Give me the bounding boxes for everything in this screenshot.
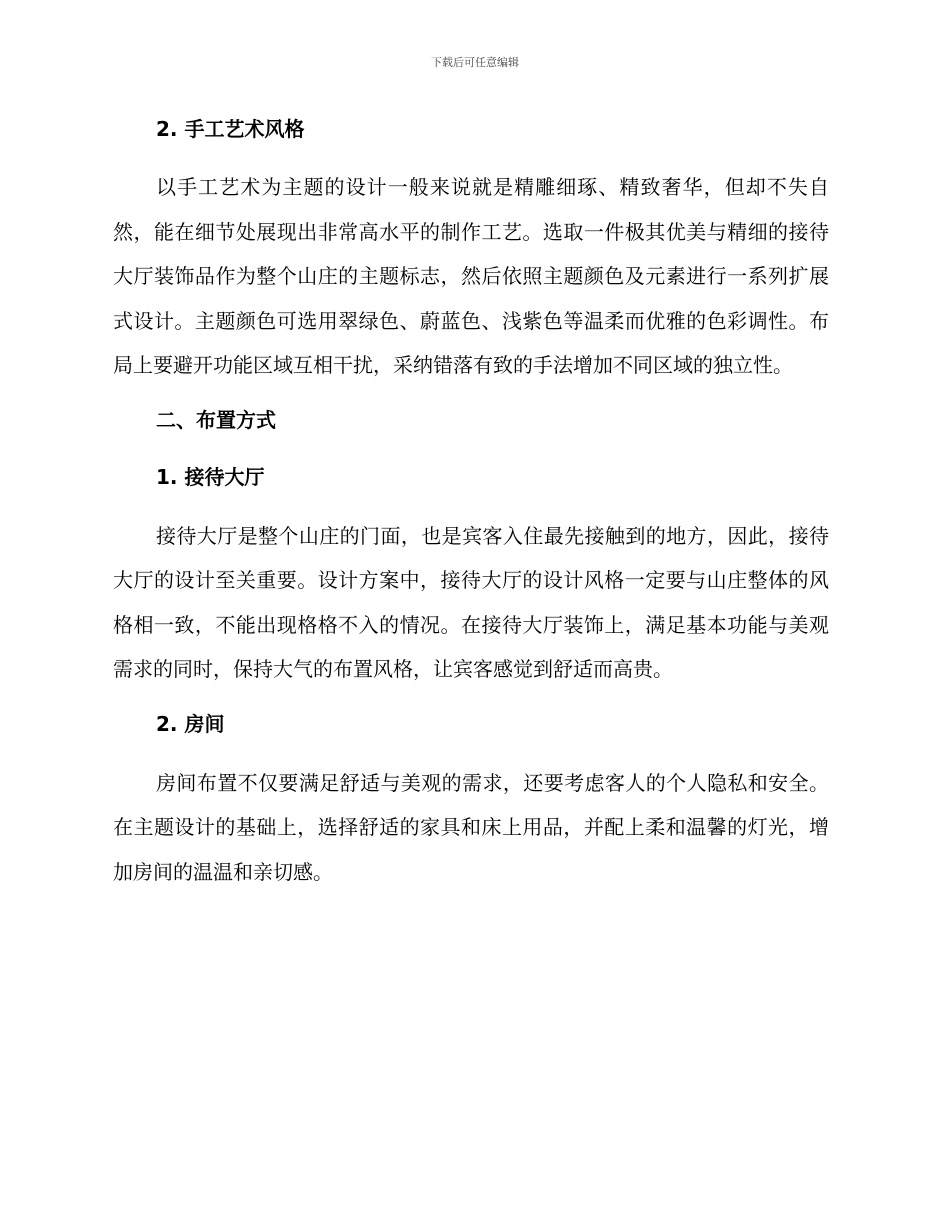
paragraph-rooms: 房间布置不仅要满足舒适与美观的需求，还要考虑客人的个人隐私和安全。在主题设计的基础上，选择舒适的家具和床上用品，并配上柔和温馨的灯光，增加房间的温温和亲切感。 (113, 770, 829, 884)
section-heading-layout-methods: 二、布置方式 (156, 407, 276, 432)
header-note: 下载后可任意编辑 (431, 56, 519, 69)
paragraph-reception-hall: 接待大厅是整个山庄的门面，也是宾客入住最先接触到的地方，因此，接待大厅的设计至关重要。设计方案中，接待大厅的设计风格一定要与山庄整体的风格相一致，不能出现格格不入的情况。在接待大厅装饰上，满足基本功能与美观需求的同时，保持大气的布置风格，让宾客感觉到舒适而高贵。 (113, 523, 829, 681)
section-heading-handcraft-style: 2. 手工艺术风格 (156, 117, 305, 141)
paragraph-handcraft-style: 以手工艺术为主题的设计一般来说就是精雕细琢、精致奢华，但却不失自然，能在细节处展现出非常高水平的制作工艺。选取一件极其优美与精细的接待大厅装饰品作为整个山庄的主题标志，然后依照主题颜色及元素进行一系列扩展式设计。主题颜色可选用翠绿色、蔚蓝色、浅紫色等温柔而优雅的色彩调性。布局上要避开功能区域互相干扰，采纳错落有致的手法增加不同区域的独立性。 (113, 175, 829, 377)
section-heading-rooms: 2. 房间 (156, 711, 225, 736)
document-body (113, 114, 829, 894)
section-heading-reception-hall: 1. 接待大厅 (156, 464, 265, 489)
